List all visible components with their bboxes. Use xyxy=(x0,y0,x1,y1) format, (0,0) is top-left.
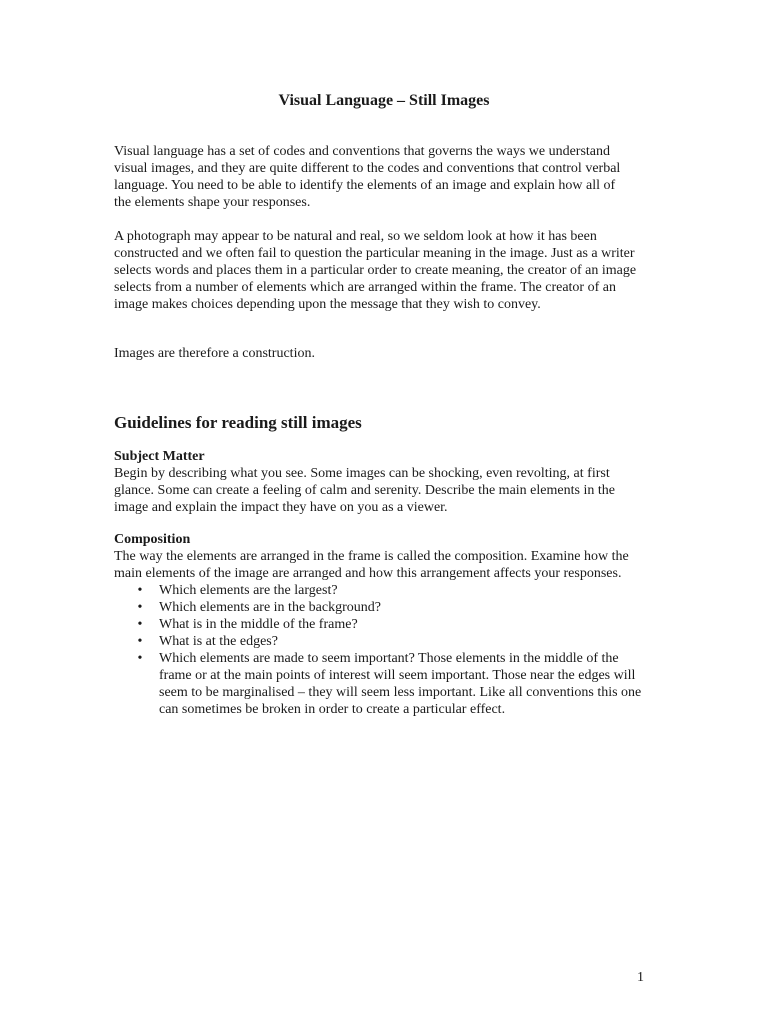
list-item xyxy=(114,582,654,599)
list-item-text: Which elements are made to seem important? Those elements in the middle of the frame or at the main points of interest will seem important. Those near the edges will seem to be marginalised – they will seem less important. Like all conventions this one can sometimes be broken in order to create a particular effect. xyxy=(159,651,642,717)
list-item-text: Which elements are in the background? xyxy=(159,600,381,615)
subject-matter-heading: Subject Matter xyxy=(114,449,205,464)
list-item xyxy=(114,616,654,633)
subject-matter-section xyxy=(114,448,654,516)
composition-bullet-list xyxy=(114,582,654,718)
list-item xyxy=(114,633,654,650)
paragraph-text: Visual language has a set of codes and conventions that governs the ways we understand visual images, and they are quite different to the codes and conventions that control verbal language. You need to be able to identify the elements of an image and explain how all of the elements shape your responses. xyxy=(114,144,621,210)
paragraph-text: A photograph may appear to be natural and real, so we seldom look at how it has been constructed and we often fail to question the particular meaning in the image. Just as a writer selects words and places them in a particular order to create meaning, the creator of an image selects from a number of elements which are arranged within the frame. The creator of an image makes choices depending upon the message that they wish to convey. xyxy=(114,229,637,312)
intro-paragraph-3 xyxy=(114,345,654,362)
list-item-text: What is in the middle of the frame? xyxy=(159,617,358,632)
intro-paragraph-1 xyxy=(114,143,654,211)
paragraph-text: Images are therefore a construction. xyxy=(114,346,315,361)
page-title: Visual Language – Still Images xyxy=(278,92,490,109)
intro-paragraph-2 xyxy=(114,228,654,313)
subject-matter-text: Begin by describing what you see. Some images can be shocking, even revolting, at first glance. Some can create a feeling of calm and serenity. Describe the main elements in the image and explain the impact they have on you as a viewer. xyxy=(114,466,615,515)
bullet-icon: • xyxy=(137,583,143,598)
bullet-icon: • xyxy=(137,651,143,666)
page-number: 1 xyxy=(637,970,644,985)
bullet-icon: • xyxy=(137,634,143,649)
bullet-icon: • xyxy=(137,617,143,632)
guidelines-heading: Guidelines for reading still images xyxy=(114,413,362,432)
list-item-text: What is at the edges? xyxy=(159,634,278,649)
bullet-icon: • xyxy=(137,600,143,615)
list-item xyxy=(114,650,644,718)
composition-heading: Composition xyxy=(114,532,191,547)
list-item-text: Which elements are the largest? xyxy=(159,583,338,598)
composition-section xyxy=(114,531,654,718)
list-item xyxy=(114,599,654,616)
composition-text: The way the elements are arranged in the frame is called the composition. Examine how the main elements of the image are arranged and how this arrangement affects your responses. xyxy=(114,549,629,581)
